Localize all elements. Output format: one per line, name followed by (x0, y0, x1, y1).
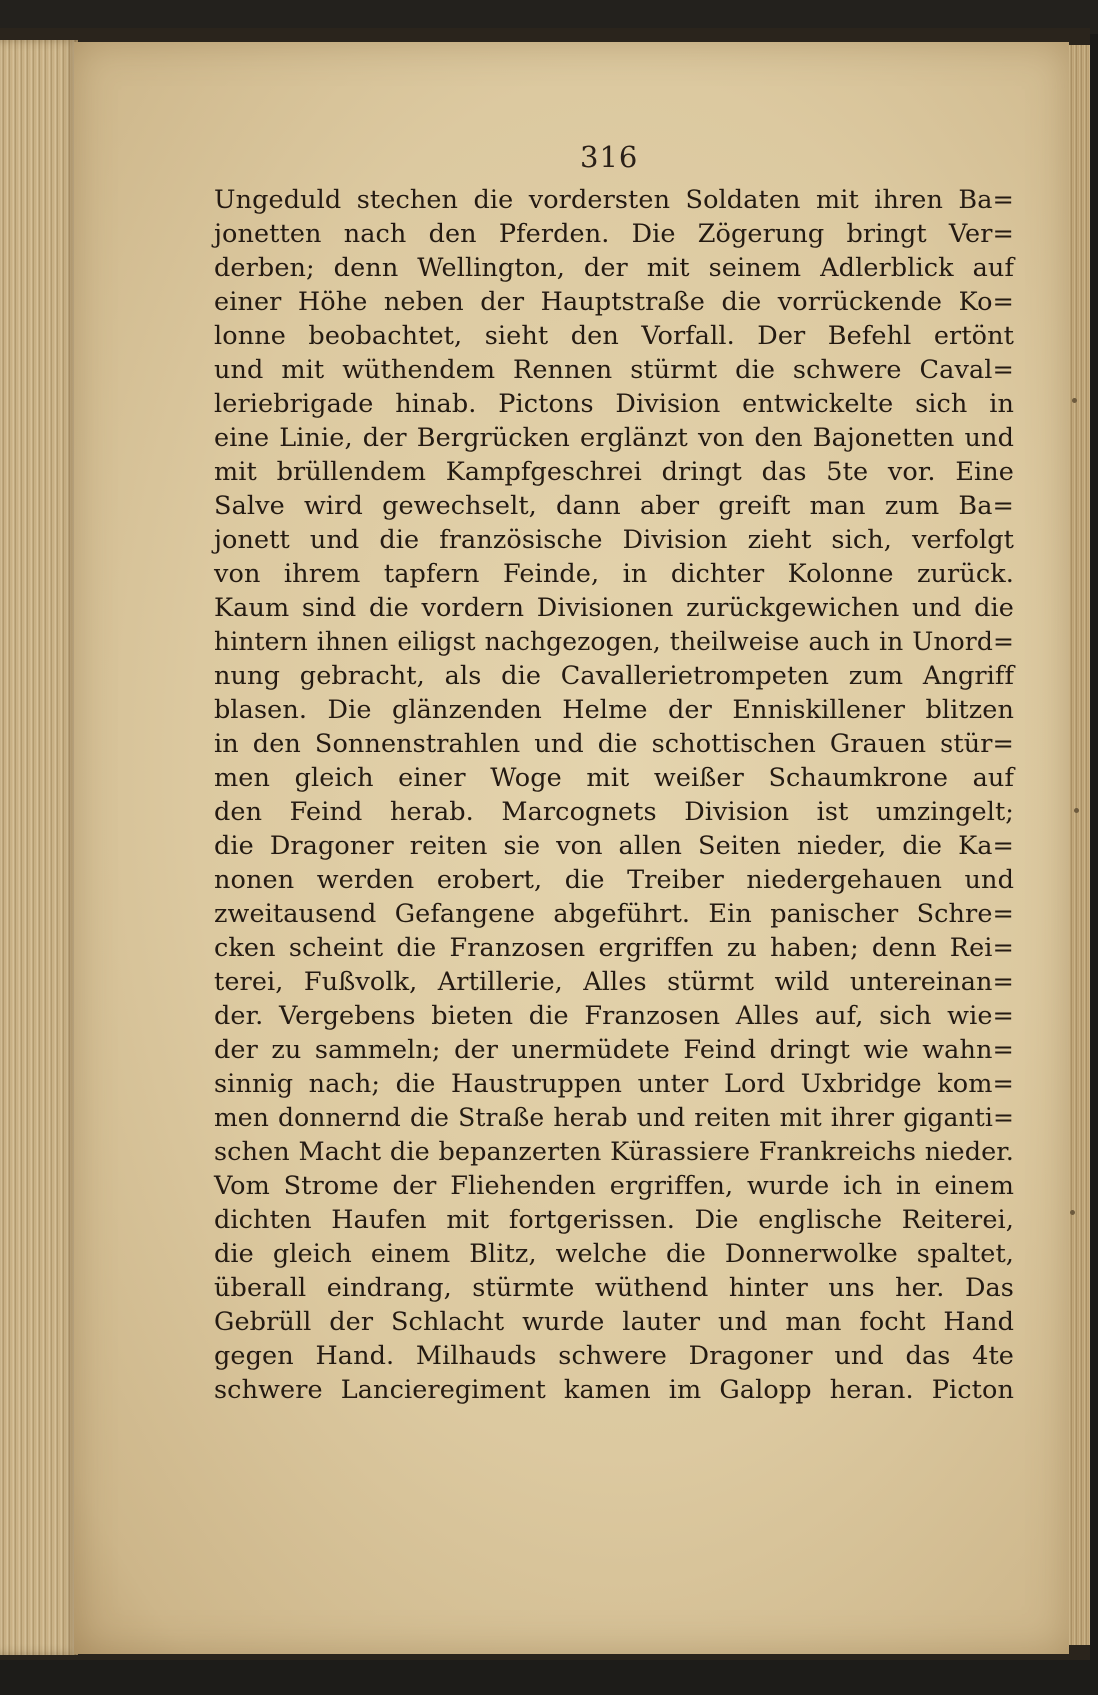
text-line: und mit wüthendem Rennen stürmt die schwere Caval= (214, 355, 1014, 385)
text-line: derben; denn Wellington, der mit seinem Adlerblick auf (214, 253, 1014, 283)
text-line: Vom Strome der Fliehenden ergriffen, wurde ich in einem (214, 1171, 1014, 1201)
text-line: sinnig nach; die Haustruppen unter Lord Uxbridge kom= (214, 1069, 1014, 1099)
text-line: cken scheint die Franzosen ergriffen zu haben; denn Rei= (214, 933, 1014, 963)
text-line: dichten Haufen mit fortgerissen. Die englische Reiterei, (214, 1205, 1014, 1235)
margin-speck (1072, 398, 1077, 403)
page-number: 316 (580, 140, 639, 174)
right-page-edges (1068, 45, 1090, 1645)
text-line: der zu sammeln; der unermüdete Feind dringt wie wahn= (214, 1035, 1014, 1065)
text-line: die Dragoner reiten sie von allen Seiten nieder, die Ka= (214, 831, 1014, 861)
text-line: men donnernd die Straße herab und reiten mit ihrer giganti= (214, 1103, 1014, 1132)
text-line: mit brüllendem Kampfgeschrei dringt das 5te vor. Eine (214, 457, 1014, 487)
text-line: zweitausend Gefangene abgeführt. Ein panischer Schre= (214, 899, 1014, 929)
scan-background-bottom (0, 1660, 1098, 1695)
text-line: den Feind herab. Marcognets Division ist umzingelt; (214, 797, 1014, 827)
text-line: Gebrüll der Schlacht wurde lauter und man focht Hand (214, 1307, 1014, 1337)
text-line: in den Sonnenstrahlen und die schottischen Grauen stür= (214, 729, 1014, 759)
text-line: hintern ihnen eiligst nachgezogen, theilweise auch in Unord= (214, 627, 1014, 656)
text-line: gegen Hand. Milhauds schwere Dragoner und das 4te (214, 1341, 1014, 1371)
text-line: nonen werden erobert, die Treiber niedergehauen und (214, 865, 1014, 895)
text-line: Ungeduld stechen die vordersten Soldaten mit ihren Ba= (214, 185, 1014, 215)
text-line: nung gebracht, als die Cavallerietrompeten zum Angriff (214, 661, 1014, 691)
text-line: leriebrigade hinab. Pictons Division entwickelte sich in (214, 389, 1014, 419)
margin-speck (1074, 808, 1079, 813)
text-line: eine Linie, der Bergrücken erglänzt von den Bajonetten und (214, 423, 1014, 453)
text-line: der. Vergebens bieten die Franzosen Alles auf, sich wie= (214, 1001, 1014, 1031)
text-line: lonne beobachtet, sieht den Vorfall. Der Befehl ertönt (214, 321, 1014, 351)
text-line: Salve wird gewechselt, dann aber greift man zum Ba= (214, 491, 1014, 521)
text-line: Kaum sind die vordern Divisionen zurückgewichen und die (214, 593, 1014, 623)
text-line: terei, Fußvolk, Artillerie, Alles stürmt wild untereinan= (214, 967, 1014, 997)
text-line: schwere Lancieregiment kamen im Galopp heran. Picton (214, 1375, 1014, 1405)
text-line: jonett und die französische Division zieht sich, verfolgt (214, 525, 1014, 555)
text-line: die gleich einem Blitz, welche die Donnerwolke spaltet, (214, 1239, 1014, 1269)
text-line: von ihrem tapfern Feinde, in dichter Kolonne zurück. (214, 559, 1014, 589)
left-page-edges (0, 40, 78, 1655)
text-line: überall eindrang, stürmte wüthend hinter uns her. Das (214, 1273, 1014, 1303)
text-line: schen Macht die bepanzerten Kürassiere Frankreichs nieder. (214, 1137, 1014, 1167)
text-line: men gleich einer Woge mit weißer Schaumkrone auf (214, 763, 1014, 793)
text-line: blasen. Die glänzenden Helme der Enniskillener blitzen (214, 695, 1014, 725)
text-line: jonetten nach den Pferden. Die Zögerung bringt Ver= (214, 219, 1014, 249)
text-line: einer Höhe neben der Hauptstraße die vorrückende Ko= (214, 287, 1014, 317)
margin-speck (1070, 1210, 1075, 1215)
